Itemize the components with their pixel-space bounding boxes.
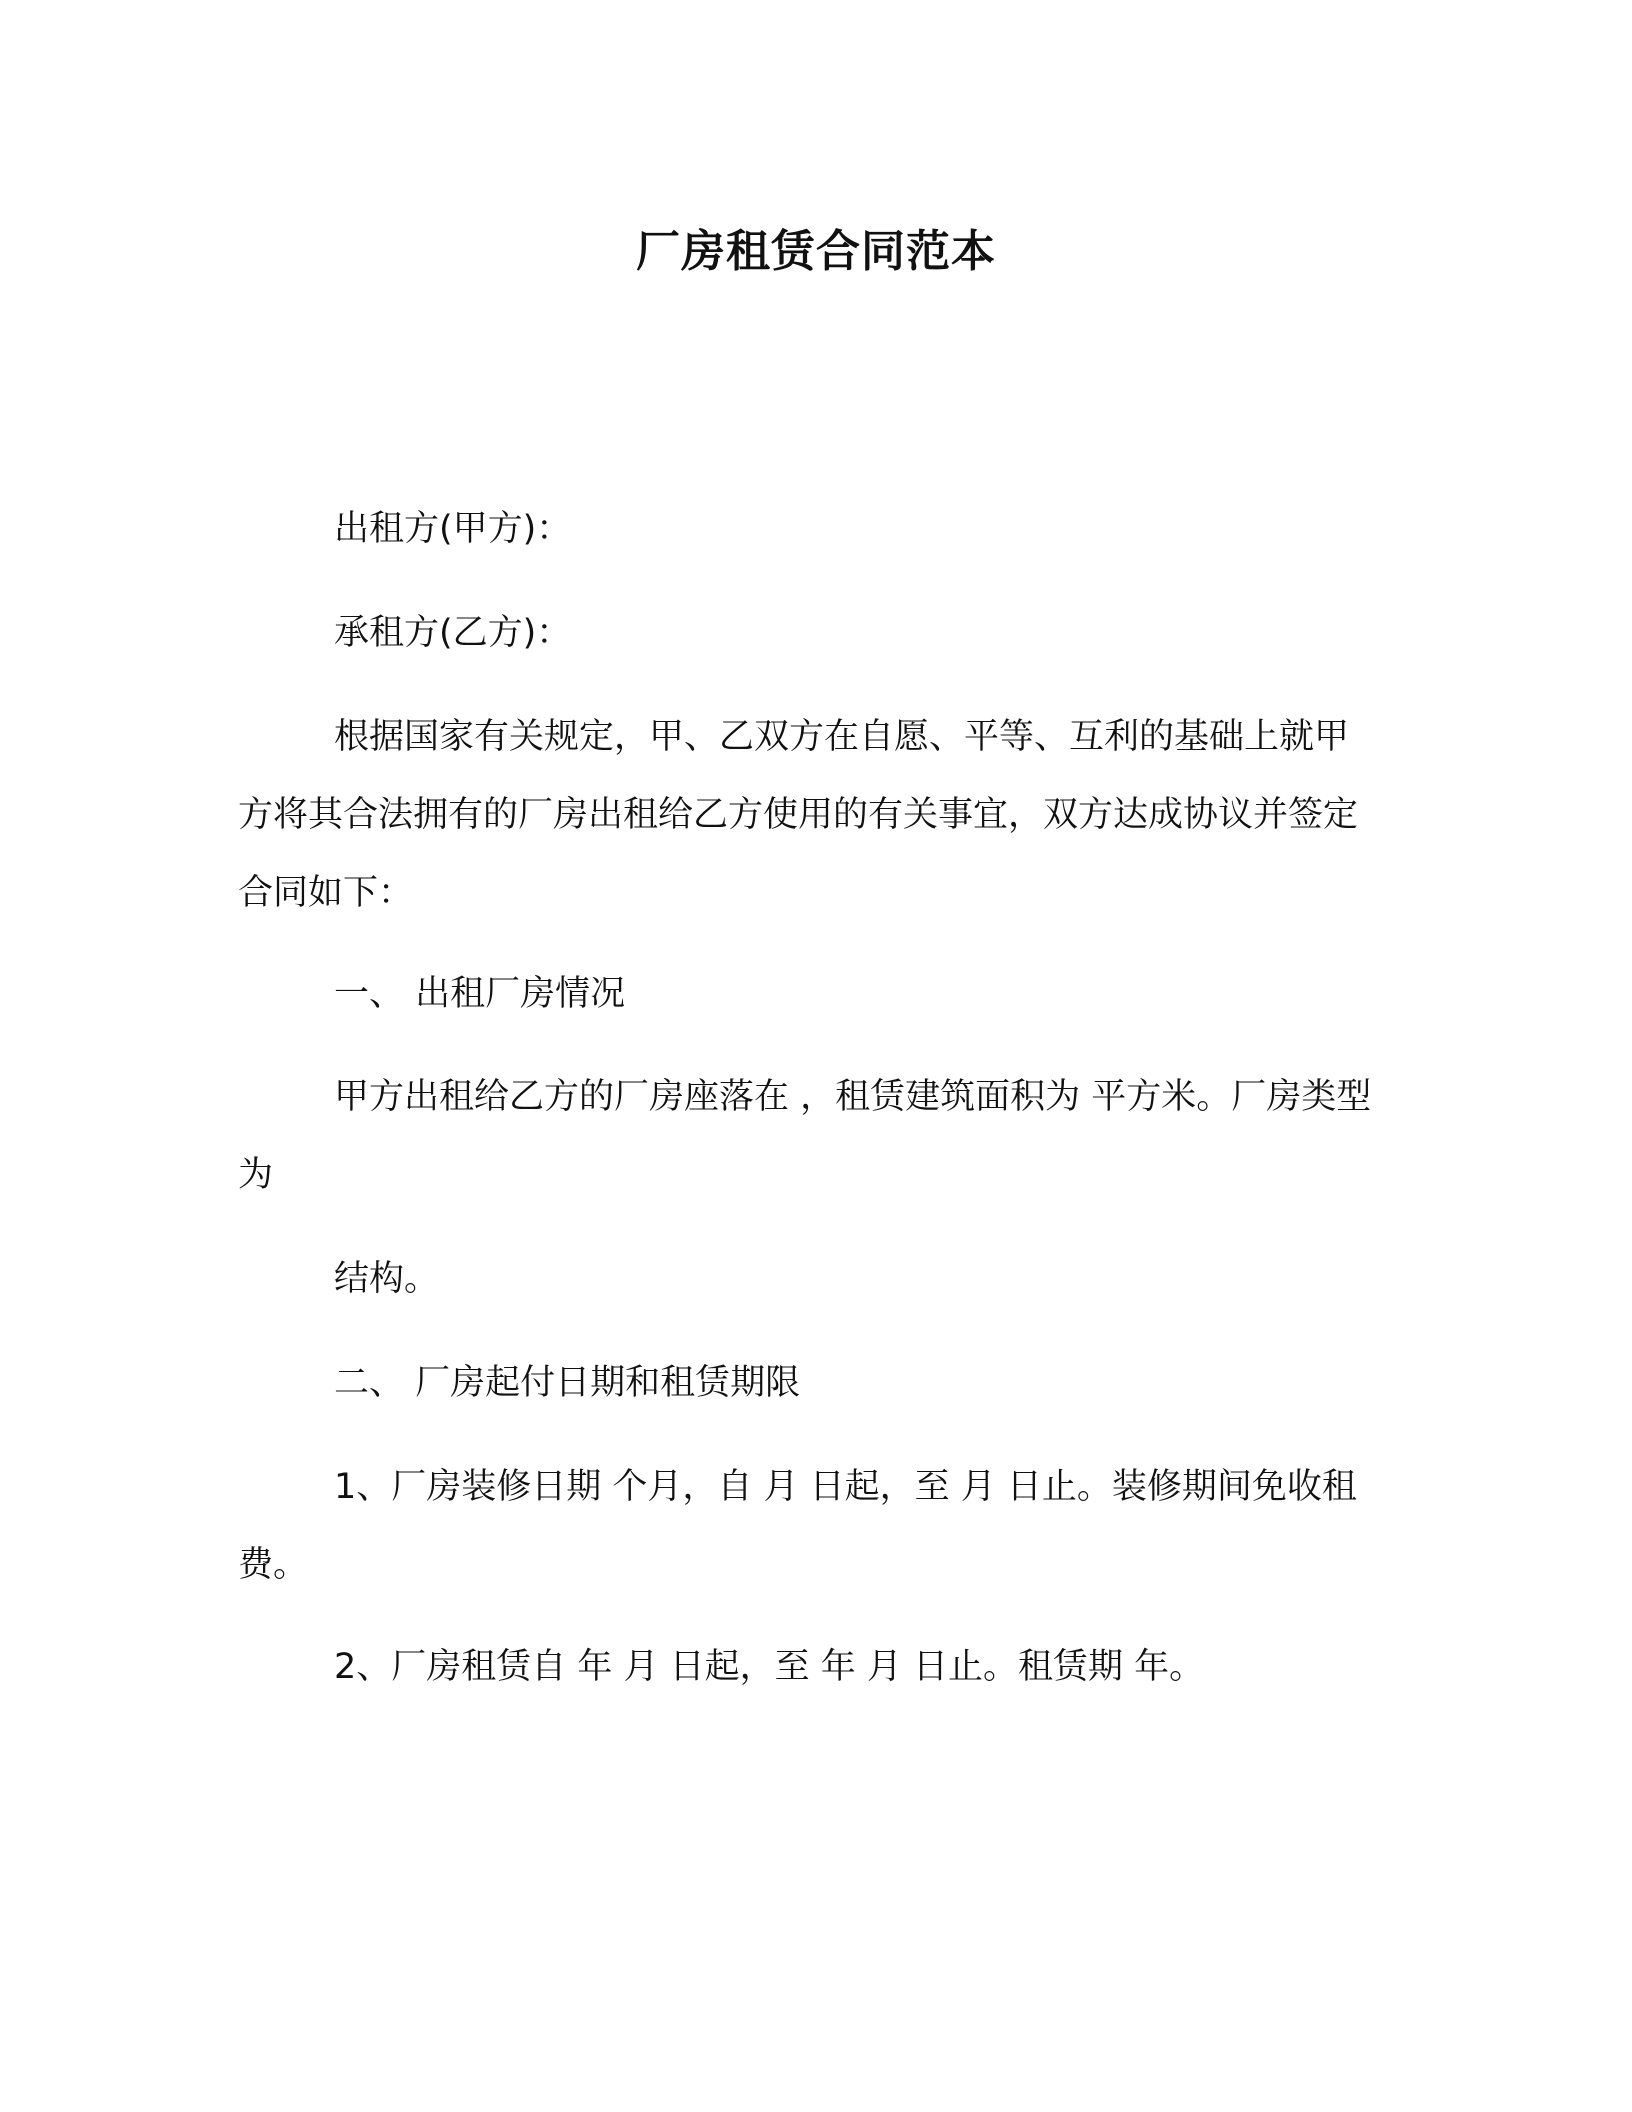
document-title: 厂房租赁合同范本: [636, 226, 996, 277]
structure-line: 结构。: [334, 1259, 440, 1299]
clause-2-paragraph: 2、厂房租赁自 年 月 日起，至 年 月 日止。租赁期 年。: [334, 1647, 1205, 1687]
section-heading-2: 二、 厂房起付日期和租赁期限: [334, 1363, 801, 1403]
property-description-paragraph: 甲方出租给乙方的厂房座落在 ，租赁建筑面积为 平方米。厂房类型为: [238, 1077, 1372, 1195]
preamble-paragraph: 根据国家有关规定，甲、乙双方在自愿、平等、互利的基础上就甲方将其合法拥有的厂房出租给乙方使用的有关事宜，双方达成协议并签定合同如下：: [238, 717, 1359, 913]
lessee-line: 承租方(乙方)：: [334, 613, 572, 653]
lessor-line: 出租方(甲方)：: [334, 509, 572, 549]
section-heading-1: 一、 出租厂房情况: [334, 974, 626, 1014]
clause-1-paragraph: 1、厂房装修日期 个月，自 月 日起，至 月 日止。装修期间免收租费。: [238, 1467, 1357, 1585]
